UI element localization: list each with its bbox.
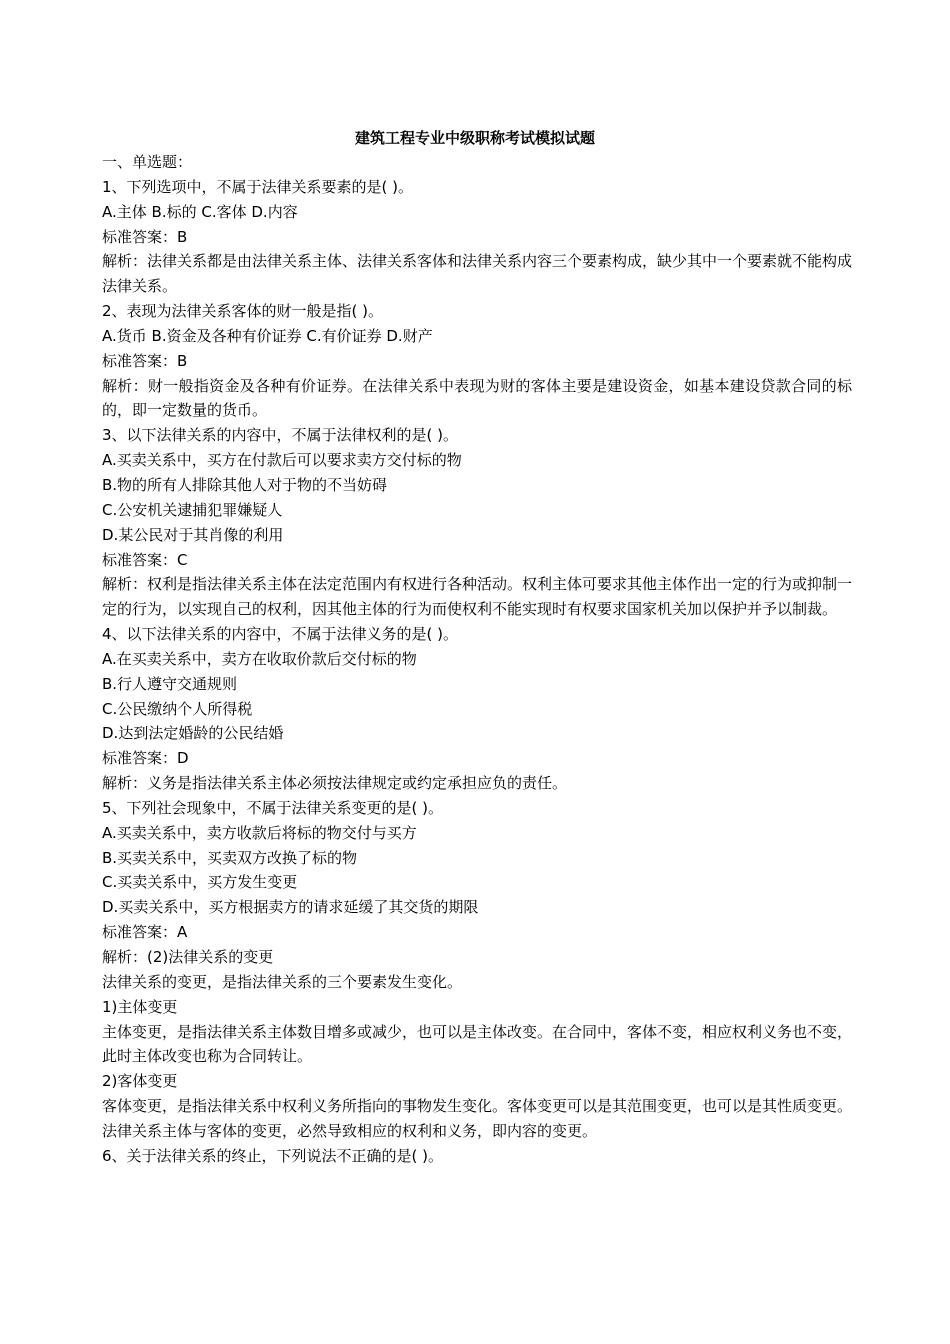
question-5-analysis-heading: 解析：(2)法律关系的变更 (102, 948, 274, 966)
question-5-answer: 标准答案：A (102, 923, 188, 942)
object-change-text: 客体变更，是指法律关系中权利义务所指向的事物发生变化。客体变更可以是其范围变更，也可以是其性质变更。 (102, 1097, 853, 1116)
question-4-option-b: B.行人遵守交通规则 (102, 674, 238, 693)
question-4-answer: 标准答案：D (102, 749, 189, 768)
question-3: 3、以下法律关系的内容中，不属于法律权利的是( )。 (102, 426, 459, 445)
change-conclusion: 法律关系主体与客体的变更，必然导致相应的权利和义务，即内容的变更。 (102, 1121, 598, 1140)
subject-change-heading: 1)主体变更 (102, 997, 178, 1016)
question-3-answer: 标准答案：C (102, 550, 188, 569)
question-3-analysis: 解析：权利是指法律关系主体在法定范围内有权进行各种活动。权利主体可要求其他主体作出一定的行为或抑制一定的行为，以实现自己的权利，因其他主体的行为而使权利不能实现时有权要求国家机关加以保护并予以制裁。 (102, 575, 853, 619)
question-3-option-c: C.公安机关逮捕犯罪嫌疑人 (102, 500, 283, 519)
object-change-heading: 2)客体变更 (102, 1072, 178, 1091)
question-5-option-b: B.买卖关系中，买卖双方改换了标的物 (102, 848, 358, 867)
question-3-option-a: A.买卖关系中，买方在付款后可以要求卖方交付标的物 (102, 451, 462, 470)
document-title: 建筑工程专业中级职称考试模拟试题 (354, 129, 595, 147)
question-2-analysis: 解析：财一般指资金及各种有价证券。在法律关系中表现为财的客体主要是建设资金，如基本建设贷款合同的标的，即一定数量的货币。 (102, 376, 852, 420)
question-5-option-d: D.买卖关系中，买方根据卖方的请求延缓了其交货的期限 (102, 898, 479, 917)
question-5-option-c: C.买卖关系中，买方发生变更 (102, 873, 298, 892)
question-5: 5、下列社会现象中，不属于法律关系变更的是( )。 (102, 798, 444, 817)
question-6: 6、关于法律关系的终止，下列说法不正确的是( )。 (102, 1146, 444, 1165)
question-4-analysis: 解析：义务是指法律关系主体必须按法律规定或约定承担应负的责任。 (102, 774, 568, 793)
question-4-option-c: C.公民缴纳个人所得税 (102, 699, 253, 718)
question-2-options: A.货币 B.资金及各种有价证券 C.有价证券 D.财产 (102, 326, 433, 345)
question-4-option-a: A.在买卖关系中，卖方在收取价款后交付标的物 (102, 649, 417, 668)
subject-change-text: 主体变更，是指法律关系主体数目增多或减少，也可以是主体改变。在合同中，客体不变，相应权利义务也不变，此时主体改变也称为合同转让。 (102, 1022, 853, 1066)
question-2: 2、表现为法律关系客体的财一般是指( )。 (102, 302, 384, 321)
section-heading: 一、单选题： (102, 153, 193, 171)
question-1-answer: 标准答案：B (102, 227, 188, 246)
question-1-analysis: 解析：法律关系都是由法律关系主体、法律关系客体和法律关系内容三个要素构成，缺少其中一个要素就不能构成法律关系。 (102, 252, 853, 296)
question-5-analysis-definition: 法律关系的变更，是指法律关系的三个要素发生变化。 (102, 972, 463, 991)
question-5-option-a: A.买卖关系中，卖方收款后将标的物交付与买方 (102, 823, 417, 842)
question-2-answer: 标准答案：B (102, 351, 188, 370)
question-1: 1、下列选项中，不属于法律关系要素的是( )。 (102, 177, 414, 196)
question-4-option-d: D.达到法定婚龄的公民结婚 (102, 724, 284, 743)
document-body (102, 150, 852, 1169)
question-3-option-d: D.某公民对于其肖像的利用 (102, 525, 284, 544)
question-3-option-b: B.物的所有人排除其他人对于物的不当妨碍 (102, 475, 388, 494)
question-1-options: A.主体 B.标的 C.客体 D.内容 (102, 202, 298, 221)
question-4: 4、以下法律关系的内容中，不属于法律义务的是( )。 (102, 625, 459, 644)
